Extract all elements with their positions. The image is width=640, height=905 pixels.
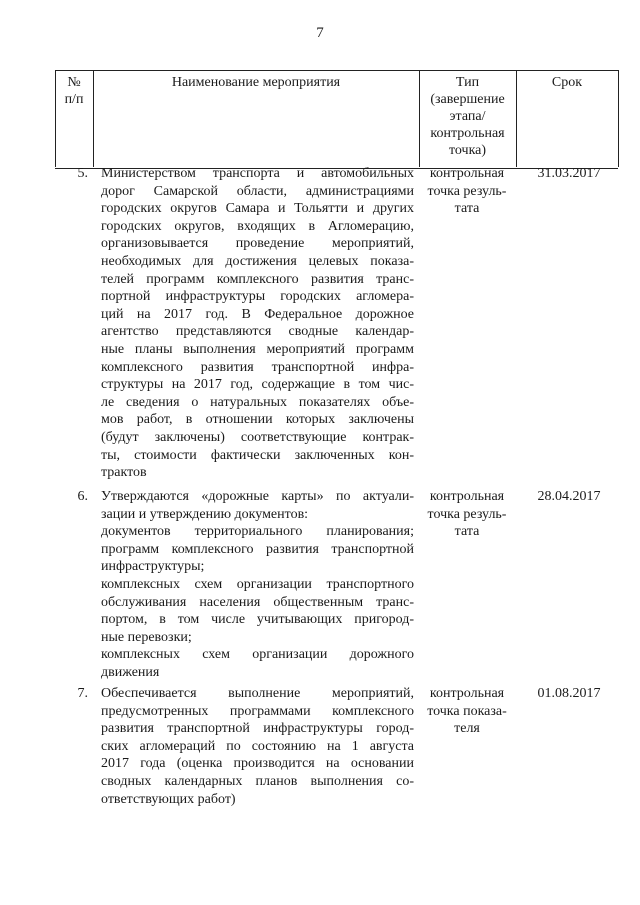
description-line: программ комплексного развития транспортной bbox=[101, 541, 414, 557]
description-line: ные перевозки; bbox=[101, 629, 192, 645]
row-description bbox=[101, 488, 414, 682]
description-line: ные планы выполнения мероприятий программ bbox=[101, 341, 414, 357]
type-line: теля bbox=[454, 721, 480, 737]
description-line: движения bbox=[101, 664, 160, 680]
page-number: 7 bbox=[316, 25, 324, 41]
description-line: зации и утверждению документов: bbox=[101, 506, 309, 522]
header-type-line: контрольная bbox=[430, 126, 505, 141]
description-line: агентство представляются сводные календар- bbox=[101, 324, 414, 340]
header-num bbox=[55, 74, 93, 108]
type-line: тата bbox=[454, 524, 480, 540]
description-line: комплексных схем организации транспортного bbox=[101, 576, 414, 592]
description-line: организовывается проведение мероприятий, bbox=[101, 236, 414, 252]
header-type-line: Тип bbox=[455, 75, 480, 90]
row-date: 31.03.2017 bbox=[537, 166, 601, 181]
description-line: трактов bbox=[101, 465, 147, 481]
description-line: городских округов Самара и Тольятти и других bbox=[101, 201, 414, 217]
description-line: ле сведения о натуральных показателях объе- bbox=[101, 394, 414, 410]
description-line: портом, в том числе учитывающих пригород- bbox=[101, 612, 414, 628]
description-line: предусмотренных программами комплексного bbox=[101, 703, 414, 719]
header-num-line: п/п bbox=[64, 92, 84, 107]
description-line: телей программ комплексного развития транс- bbox=[101, 271, 414, 287]
description-line: структуры на 2017 год, содержащие в том чис- bbox=[101, 377, 414, 393]
row-type bbox=[421, 165, 513, 218]
type-line: точка показа- bbox=[427, 703, 507, 719]
description-line: обслуживания населения общественным транс- bbox=[101, 594, 414, 610]
description-line: Министерством транспорта и автомобильных bbox=[101, 166, 414, 181]
row-type bbox=[421, 685, 513, 738]
description-line: дорог Самарской области, администрациями bbox=[101, 183, 414, 199]
description-line: необходимых для достижения целевых показа- bbox=[101, 253, 414, 269]
description-line: развития транспортной инфраструктуры город- bbox=[101, 721, 414, 737]
description-line: ских агломераций по состоянию на 1 августа bbox=[101, 738, 414, 754]
row-number: 6. bbox=[77, 489, 88, 504]
header-name: Наименование мероприятия bbox=[171, 75, 341, 90]
description-line: комплексного развития транспортной инфра- bbox=[101, 359, 414, 375]
description-line: (будут заключены) соответствующие контрак- bbox=[101, 429, 414, 445]
description-line: Обеспечивается выполнение мероприятий, bbox=[101, 686, 414, 701]
type-line: контрольная bbox=[429, 489, 505, 504]
header-type bbox=[419, 74, 516, 159]
type-line: тата bbox=[454, 201, 480, 217]
description-line: ответствующих работ) bbox=[101, 791, 236, 807]
description-line: ты, стоимости фактически заключенных кон- bbox=[101, 447, 414, 463]
type-line: точка резуль- bbox=[427, 506, 507, 522]
row-description bbox=[101, 165, 414, 482]
row-date: 28.04.2017 bbox=[537, 489, 601, 504]
row-type bbox=[421, 488, 513, 541]
header-type-line: точка) bbox=[448, 143, 487, 158]
header-type-line: (завершение bbox=[430, 92, 505, 107]
description-line: мов работ, в отношении которых заключены bbox=[101, 412, 414, 428]
description-line: документов территориального планирования; bbox=[101, 524, 414, 540]
description-line: портной инфраструктуры городских агломера- bbox=[101, 289, 414, 305]
header-num-line: № bbox=[67, 75, 81, 90]
row-number: 5. bbox=[77, 166, 88, 181]
description-line: 2017 года (оценка производится на основании bbox=[101, 756, 414, 772]
description-line: комплексных схем организации дорожного bbox=[101, 647, 414, 663]
row-number: 7. bbox=[77, 686, 88, 701]
row-date: 01.08.2017 bbox=[537, 686, 601, 701]
row-description bbox=[101, 685, 414, 808]
description-line: Утверждаются «дорожные карты» по актуали- bbox=[101, 489, 414, 504]
type-line: контрольная bbox=[429, 166, 505, 181]
type-line: точка резуль- bbox=[427, 183, 507, 199]
description-line: городских округов, входящих в Агломерацию, bbox=[101, 218, 414, 234]
description-line: сводных календарных планов выполнения со- bbox=[101, 773, 414, 789]
table-border-right bbox=[618, 70, 619, 167]
description-line: инфраструктуры; bbox=[101, 559, 205, 575]
header-type-line: этапа/ bbox=[449, 109, 486, 124]
description-line: ций на 2017 год. В Федеральное дорожное bbox=[101, 306, 414, 322]
type-line: контрольная bbox=[429, 686, 505, 701]
header-date: Срок bbox=[551, 75, 583, 90]
